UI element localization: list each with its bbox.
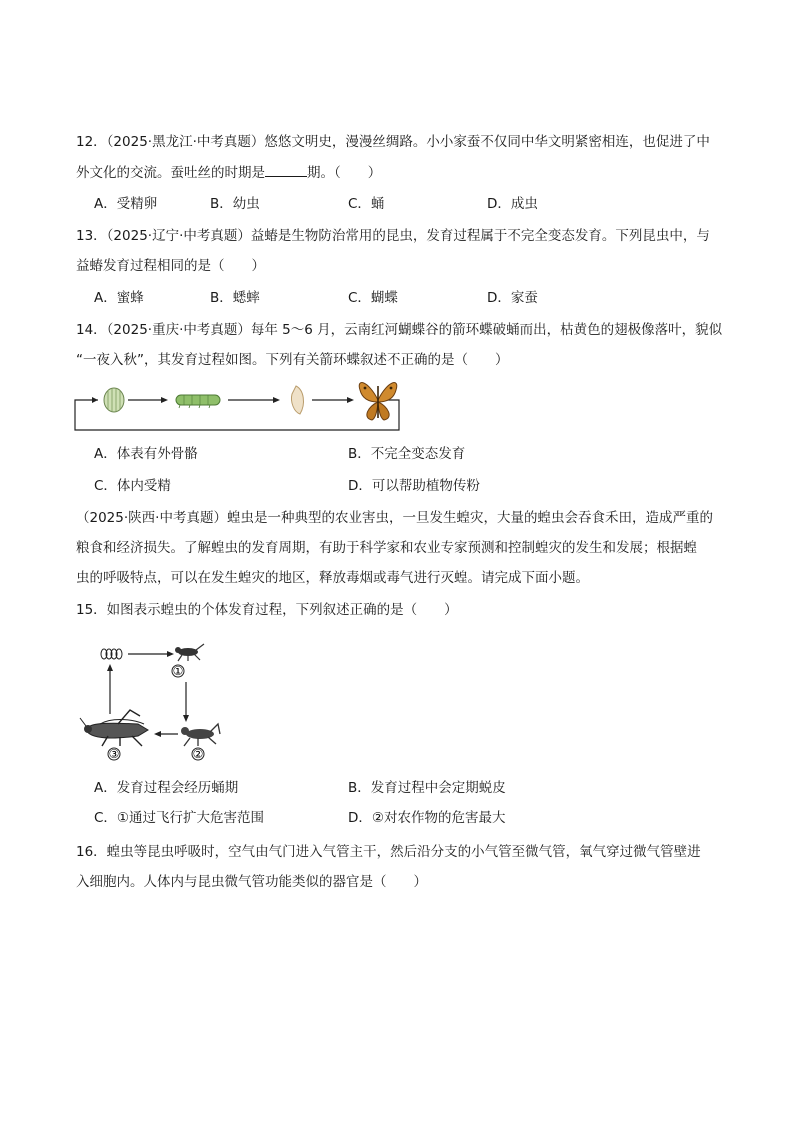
locust-intro-line2: 粮食和经济损失。了解蝗虫的发育周期，有助于科学家和农业专家预测和控制蝗灾的发生和发展；根据蝗 [76, 540, 697, 556]
adult-locust-icon [80, 710, 148, 746]
q15-line1: 15．如图表示蝗虫的个体发育过程，下列叙述正确的是（ ） [76, 602, 458, 618]
locust-eggs-icon [101, 649, 122, 659]
q13-line1: 13．（2025·辽宁·中考真题）益蝽是生物防治常用的昆虫，发育过程属于不完全变态发育。下列昆虫中，与 [76, 228, 710, 244]
arrowhead-icon [183, 715, 189, 722]
q12-line2 [76, 162, 381, 183]
q12-option-b: B．幼虫 [210, 196, 260, 212]
stage-label-1: ① [172, 664, 184, 678]
butterfly-icon [359, 383, 397, 420]
q14-option-d: D．可以帮助植物传粉 [348, 478, 480, 494]
q16-line2: 入细胞内。人体内与昆虫微气管功能类似的器官是（ ） [76, 874, 427, 890]
arrowhead-icon [167, 651, 174, 657]
nymph-small-icon [175, 644, 204, 661]
butterfly-lifecycle-figure [72, 372, 402, 432]
nymph-large-icon [181, 724, 220, 746]
caterpillar-icon [176, 395, 220, 408]
q15-option-b: B．发育过程中会定期蜕皮 [348, 780, 506, 796]
q12-option-d: D．成虫 [487, 196, 538, 212]
q13-option-c: C．蝴蝶 [348, 290, 398, 306]
q15-option-d: D．②对农作物的危害最大 [348, 810, 506, 826]
cycle-arrowhead-icon [92, 397, 98, 403]
arrowhead-icon [347, 397, 354, 403]
egg-icon [104, 388, 124, 412]
arrowhead-icon [161, 397, 168, 403]
q13-option-d: D．家蚕 [487, 290, 538, 306]
q14-option-a: A．体表有外骨骼 [94, 446, 198, 462]
q12-answer-blank [265, 162, 307, 177]
q15-option-c: C．①通过飞行扩大危害范围 [94, 810, 265, 826]
q14-option-c: C．体内受精 [94, 478, 171, 494]
locust-intro-line3: 虫的呼吸特点，可以在发生蝗灾的地区，释放毒烟或毒气进行灭蝗。请完成下面小题。 [76, 570, 589, 586]
q14-option-b: B．不完全变态发育 [348, 446, 466, 462]
locust-lifecycle-figure [78, 638, 228, 768]
q12-line1: 12．（2025·黑龙江·中考真题）悠悠文明史，漫漫丝绸路。小小家蚕不仅同中华文明紧密相连，也促进了中 [76, 134, 710, 150]
q12-line2-start: 外文化的交流。蚕吐丝的时期是 [76, 165, 265, 181]
stage-label-3: ③ [108, 747, 120, 761]
q12-option-c: C．蛹 [348, 196, 385, 212]
arrowhead-icon [154, 731, 161, 737]
arrowhead-icon [273, 397, 280, 403]
q12-option-a: A．受精卵 [94, 196, 158, 212]
q13-line2: 益蝽发育过程相同的是（ ） [76, 258, 265, 274]
q14-line1: 14．（2025·重庆·中考真题）每年 5～6 月，云南红河蝴蝶谷的箭环蝶破蛹而出，枯黄色的翅极像落叶，貌似 [76, 322, 723, 338]
q14-line2: “一夜入秋”，其发育过程如图。下列有关箭环蝶叙述不正确的是（ ） [76, 352, 509, 368]
q16-line1: 16．蝗虫等昆虫呼吸时，空气由气门进入气管主干，然后沿分支的小气管至微气管，氧气穿过微气管壁进 [76, 844, 701, 860]
arrowhead-icon [107, 664, 113, 671]
q13-option-b: B．蟋蟀 [210, 290, 260, 306]
q13-option-a: A．蜜蜂 [94, 290, 144, 306]
q15-option-a: A．发育过程会经历蛹期 [94, 780, 239, 796]
pupa-icon [291, 386, 303, 414]
q12-line2-end: 期。（ ） [307, 165, 382, 181]
stage-label-2: ② [192, 747, 204, 761]
locust-intro-line1: （2025·陕西·中考真题）蝗虫是一种典型的农业害虫，一旦发生蝗灾，大量的蝗虫会吞食禾田，造成严重的 [76, 510, 713, 526]
